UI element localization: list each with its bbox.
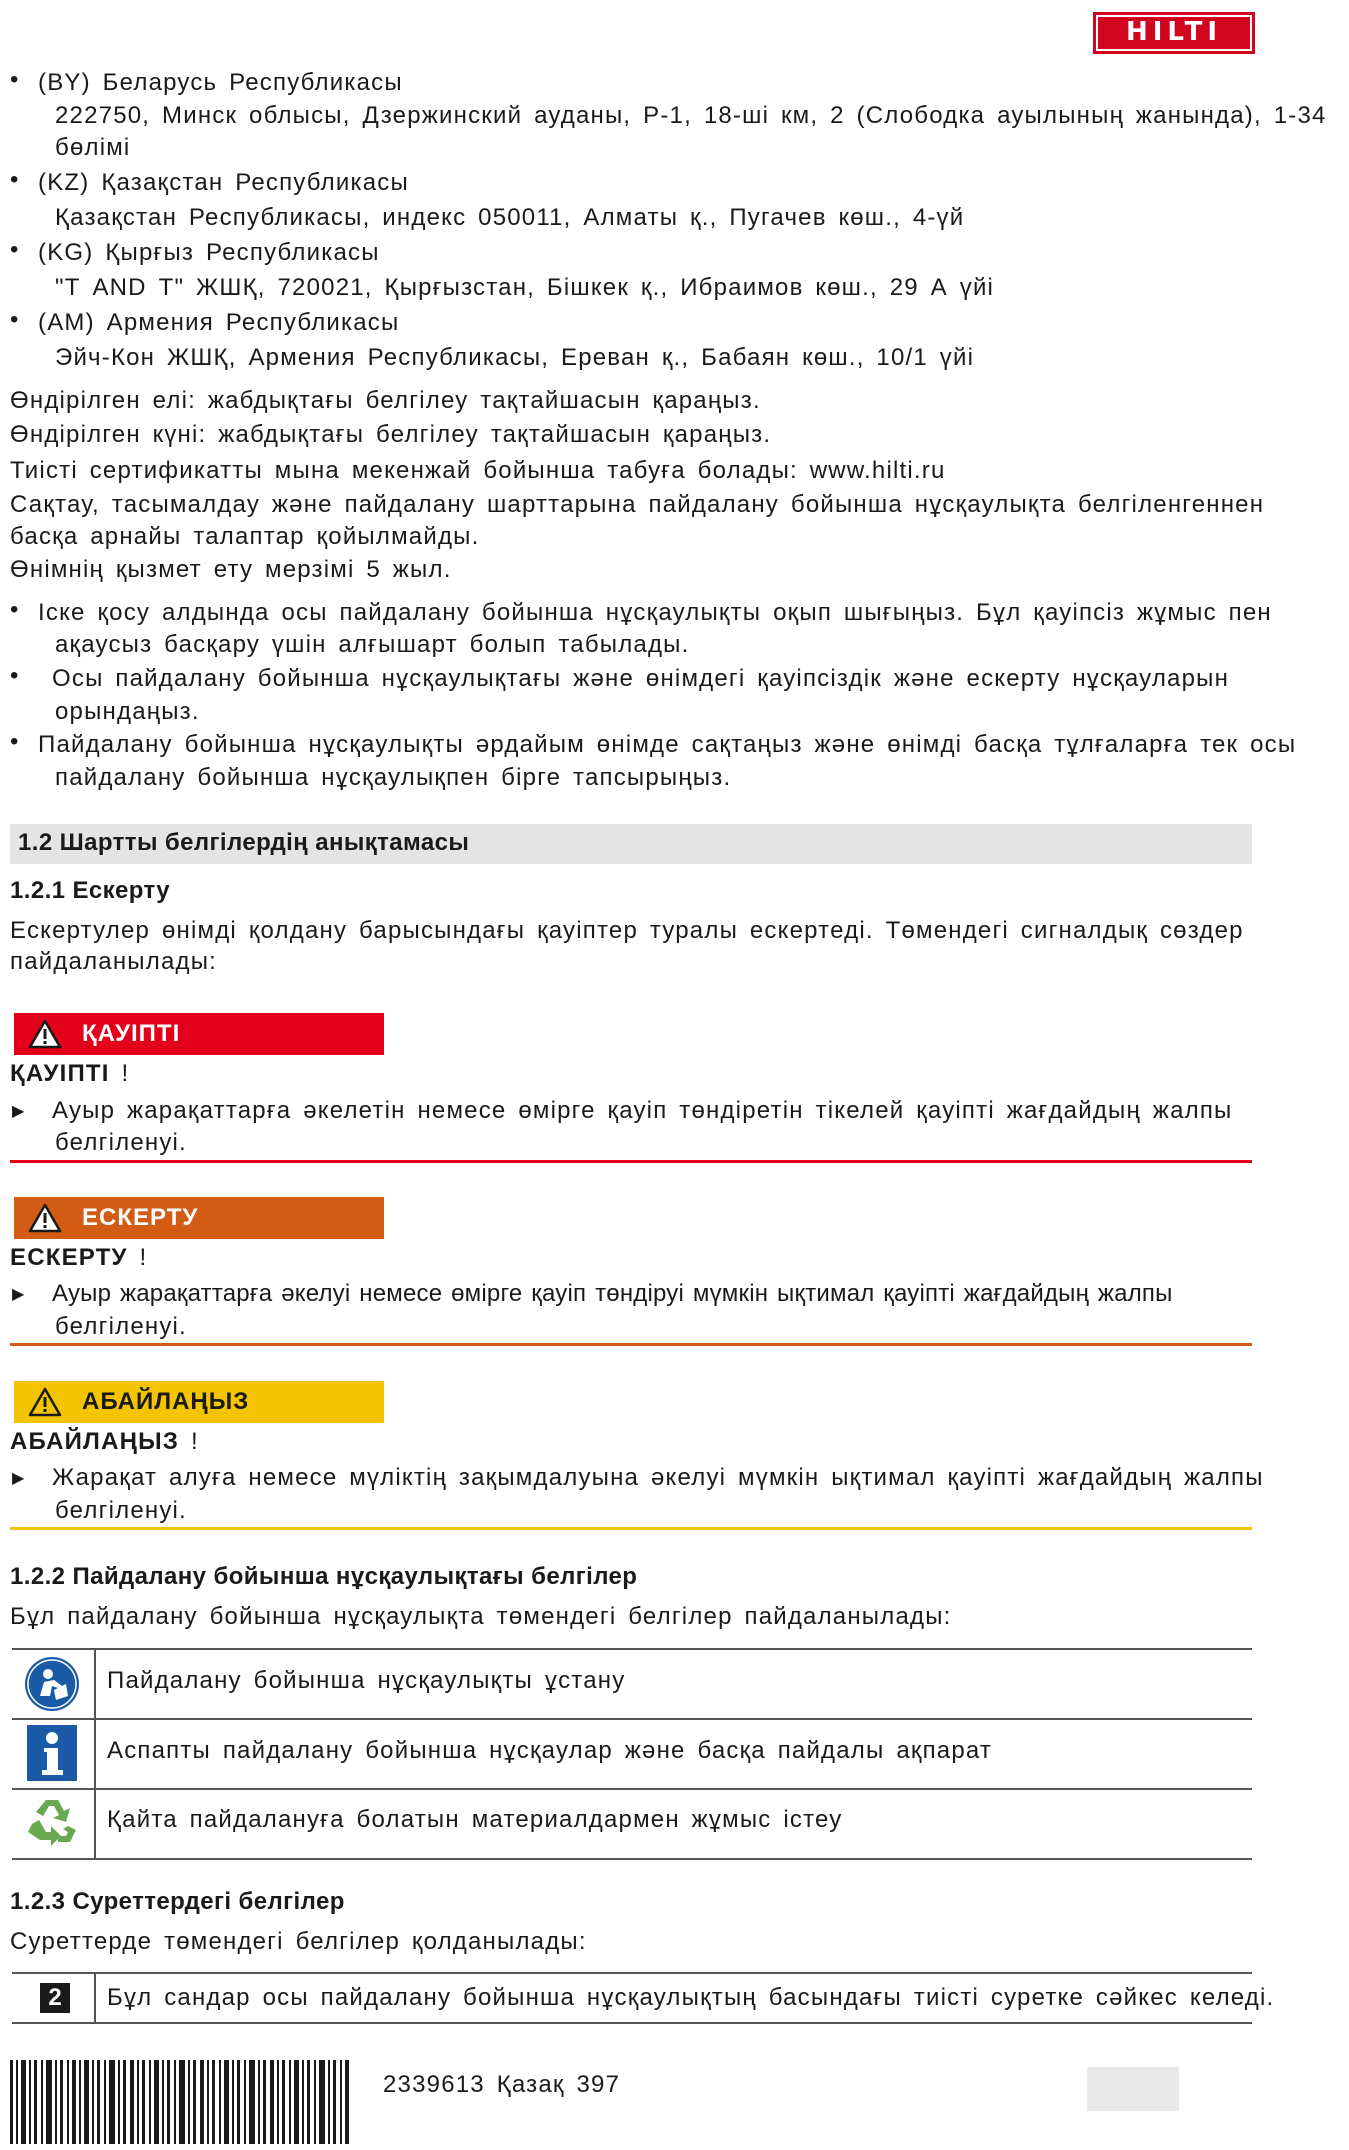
danger-exclamation: ! [109, 1060, 130, 1087]
country-title-by: (BY) Беларусь Республикасы [38, 69, 403, 96]
figures-intro: Суреттерде төмендегі белгілер қолданылады: [10, 1928, 587, 1955]
bullet: • [10, 596, 19, 623]
country-title-kz: (KZ) Қазақстан Республикасы [38, 169, 409, 196]
table-border [12, 1718, 1252, 1720]
table-border [12, 1788, 1252, 1790]
bullet: • [10, 306, 19, 333]
instruction-3-line1: Пайдалану бойынша нұсқаулықты әрдайым өнімде сақтаңыз және өнімді басқа тұлғаларға тек осы [38, 731, 1297, 758]
warning-triangle-icon [28, 1019, 62, 1049]
hilti-logo: HILTI [1093, 12, 1255, 54]
table-border [12, 1648, 1252, 1650]
country-title-kg: (KG) Қырғыз Республикасы [38, 239, 380, 266]
bullet: • [10, 166, 19, 193]
country-title-am: (AM) Армения Республикасы [38, 309, 400, 336]
info-icon [27, 1725, 77, 1781]
figures-text: Бұл сандар осы пайдалану бойынша нұсқаулықтың басындағы тиісті суретке сәйкес келеді. [107, 1984, 1275, 2011]
instruction-3-line2: пайдалану бойынша нұсқаулықпен бірге тапсырыңыз. [55, 764, 732, 791]
danger-desc-line1: Ауыр жарақаттарға әкелетін немесе өмірге қауіп төндіретін тікелей қауіпті жағдайдың жалпы [52, 1097, 1233, 1124]
country-address-kg: "Т AND Т" ЖШҚ, 720021, Қырғызстан, Бішкек қ., Ибраимов көш., 29 А үйі [55, 274, 995, 301]
warning-badge [14, 1197, 384, 1239]
danger-badge-label: ҚАУІПТІ [82, 1020, 181, 1047]
caution-word: АБАЙЛАҢЫЗ [10, 1428, 180, 1455]
read-manual-icon [24, 1656, 80, 1712]
instruction-1-line1: Іске қосу алдында осы пайдалану бойынша нұсқаулықты оқып шығыңыз. Бұл қауіпсіз жұмыс пен [38, 599, 1272, 626]
warning-intro-line2: пайдаланылады: [10, 948, 218, 975]
table-border [12, 2022, 1252, 2024]
country-address-am: Эйч-Кон ЖШҚ, Армения Республикасы, Ереван қ., Бабаян көш., 10/1 үйі [55, 344, 975, 371]
bullet: • [10, 66, 19, 93]
bullet: • [10, 236, 19, 263]
warning-intro-line1: Ескертулер өнімді қолдану барысындағы қауіптер туралы ескертеді. Төмендегі сигналдық сөздер [10, 917, 1244, 944]
symbols-heading: 1.2.2 Пайдалану бойынша нұсқаулықтағы белгілер [10, 1563, 638, 1590]
table-column-divider [94, 1972, 96, 2024]
country-address-kz: Қазақстан Республикасы, индекс 050011, Алматы қ., Пугачев көш., 4-үй [55, 204, 965, 231]
symbol-row-2-text: Аспапты пайдалану бойынша нұсқаулар және басқа пайдалы ақпарат [107, 1737, 993, 1764]
danger-badge [14, 1013, 384, 1055]
barcode [10, 2060, 350, 2144]
country-address-by-line1: 222750, Минск облысы, Дзержинский ауданы, Р-1, 18-ші км, 2 (Слободка ауылының жанында), 1-34 [55, 102, 1327, 129]
service-life-line: Өнімнің қызмет ету мерзімі 5 жыл. [10, 556, 452, 583]
caution-word-line [10, 1425, 199, 1458]
date-line: Өндірілген күні: жабдықтағы белгілеу тақтайшасын қараңыз. [10, 421, 772, 448]
danger-rule [10, 1160, 1252, 1163]
symbols-intro: Бұл пайдалану бойынша нұсқаулықта төмендегі белгілер пайдаланылады: [10, 1603, 952, 1630]
country-address-by-line2: бөлімі [55, 134, 131, 161]
caution-desc-line2: белгіленуі. [55, 1497, 187, 1524]
caution-badge-label: АБАЙЛАҢЫЗ [82, 1388, 250, 1415]
danger-word-line [10, 1057, 129, 1090]
footer-tab [1087, 2067, 1179, 2111]
arrow-bullet: ▶ [12, 1286, 25, 1303]
caution-badge [14, 1381, 384, 1423]
recycle-icon [24, 1794, 80, 1852]
instruction-1-line2: ақаусыз басқару үшін алғышарт болып табылады. [55, 631, 690, 658]
section-heading-bar [10, 824, 1252, 864]
table-border [12, 1858, 1252, 1860]
warning-desc-line1: Ауыр жарақаттарға әкелуі немесе өмірге қауіп төндіруі мүмкін ықтимал қауіпті жағдайдың жалпы [52, 1280, 1173, 1307]
origin-line: Өндірілген елі: жабдықтағы белгілеу тақтайшасын қараңыз. [10, 387, 761, 414]
storage-line-1: Сақтау, тасымалдау және пайдалану шарттарына пайдалану бойынша нұсқаулықта белгіленгеннен [10, 491, 1265, 518]
danger-desc-line2: белгіленуі. [55, 1129, 187, 1156]
warning-rule [10, 1343, 1252, 1346]
subsection-heading-warning: 1.2.1 Ескерту [10, 877, 171, 904]
section-heading: 1.2 Шартты белгілердің анықтамасы [18, 829, 470, 856]
bullet: • [10, 662, 19, 689]
table-column-divider [94, 1648, 96, 1860]
arrow-bullet: ▶ [12, 1470, 25, 1487]
footer-page-info: 2339613 Қазақ 397 [383, 2071, 621, 2098]
bullet: • [10, 728, 19, 755]
storage-line-2: басқа арнайы талаптар қойылмайды. [10, 523, 480, 550]
caution-exclamation: ! [179, 1428, 199, 1455]
symbol-row-1-text: Пайдалану бойынша нұсқаулықты ұстану [107, 1667, 626, 1694]
warning-exclamation: ! [127, 1244, 148, 1271]
warning-word: ЕСКЕРТУ [10, 1244, 128, 1271]
caution-desc-line1: Жарақат алуға немесе мүліктің зақымдалуына әкелуі мүмкін ықтимал қауіпті жағдайдың жалпы [52, 1464, 1264, 1491]
danger-word: ҚАУІПТІ [10, 1060, 110, 1087]
figures-heading: 1.2.3 Суреттердегі белгілер [10, 1888, 345, 1915]
arrow-bullet: ▶ [12, 1103, 25, 1120]
warning-desc-line2: белгіленуі. [55, 1313, 187, 1340]
warning-word-line [10, 1241, 147, 1274]
figure-number-badge: 2 [40, 1983, 70, 2013]
caution-rule [10, 1527, 1252, 1530]
symbol-row-3-text: Қайта пайдалануға болатын материалдармен жұмыс істеу [107, 1806, 843, 1833]
warning-triangle-icon [28, 1203, 62, 1233]
instruction-2-line1: Осы пайдалану бойынша нұсқаулықтағы және өнімдегі қауіпсіздік және ескерту нұсқауларын [52, 665, 1230, 692]
cert-line: Тиісті сертификатты мына мекенжай бойынша табуға болады: www.hilti.ru [10, 457, 946, 484]
warning-badge-label: ЕСКЕРТУ [82, 1204, 199, 1231]
table-border [12, 1972, 1252, 1974]
instruction-2-line2: орындаңыз. [55, 698, 200, 725]
warning-triangle-icon [28, 1387, 62, 1417]
